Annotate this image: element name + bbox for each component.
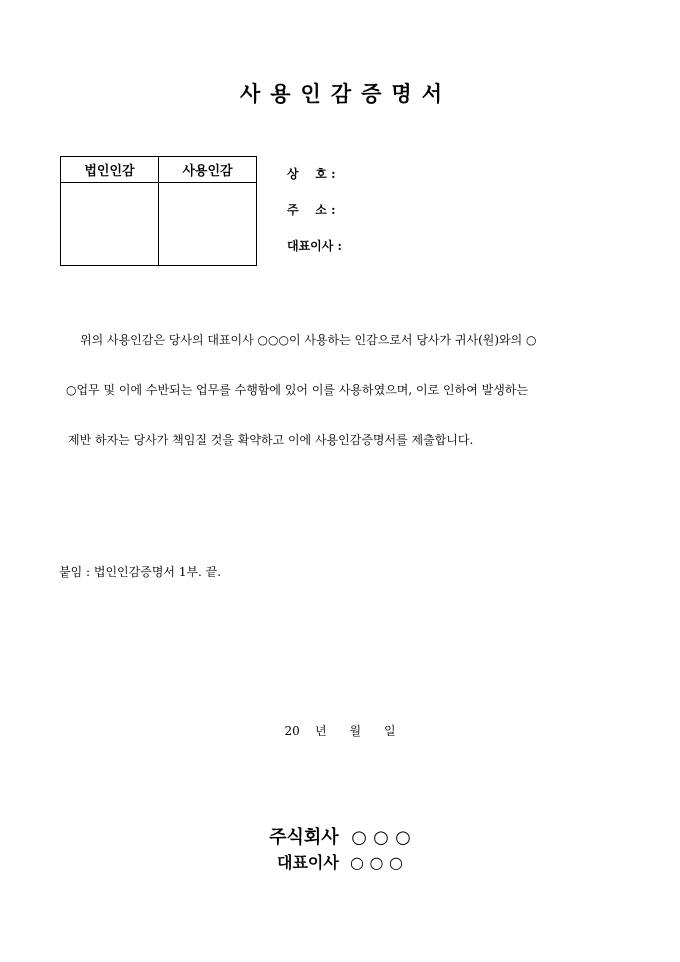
issue-date: 20 년 월 일	[284, 724, 396, 738]
address-label: 주 소 :	[287, 203, 336, 217]
trade-name-label: 상 호 :	[287, 167, 336, 181]
company-name: 주식회사 ○ ○ ○	[269, 827, 411, 848]
body-line: 제반 하자는 당사가 책임질 것을 확약하고 이에 사용인감증명서를 제출합니다.	[68, 433, 474, 447]
body-line: 위의 사용인감은 당사의 대표이사 ○○○이 사용하는 인감으로서 당사가 귀사(원)와의 ○	[80, 333, 537, 347]
attachment-note: 붙임 : 법인인감증명서 1부. 끝.	[59, 565, 222, 579]
seal-table-body-row	[61, 183, 257, 266]
corporate-seal-header: 법인인감	[61, 157, 159, 183]
corporate-seal-box	[61, 183, 159, 266]
usage-seal-header: 사용인감	[159, 157, 257, 183]
document-title: 사용인감증명서	[239, 81, 452, 106]
company-info	[287, 164, 342, 272]
seal-table-header-row	[61, 157, 257, 183]
ceo-label: 대표이사 :	[287, 239, 342, 253]
ceo-name: 대표이사 ○ ○ ○	[277, 853, 403, 872]
body-paragraph	[66, 330, 614, 480]
seal-table	[60, 156, 257, 266]
body-line: ○업무 및 이에 수반되는 업무를 수행함에 있어 이를 사용하였으며, 이로 인하여 발생하는	[66, 383, 528, 397]
usage-seal-box	[159, 183, 257, 266]
